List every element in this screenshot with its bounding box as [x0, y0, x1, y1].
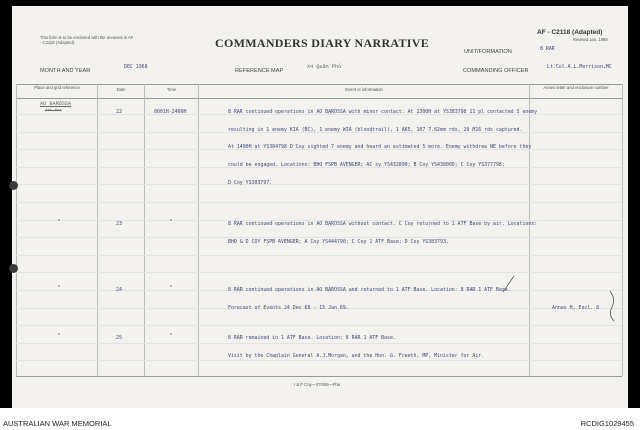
month-year-label: MONTH AND YEAR — [40, 68, 91, 74]
column-rule — [622, 84, 623, 376]
ruled-line — [16, 184, 622, 185]
column-header-event: Event or information — [345, 87, 383, 92]
punch-hole — [9, 181, 18, 190]
entry-25-line-1: 8 RAR remained in 1 ATF Base. Location: 8 RAR 1 ATF Base. — [228, 335, 396, 341]
entry-25-line-2: Visit by the Chaplain General A.J.Morgan, and the Hon. G. Freeth, MP, Minister for Air. — [228, 353, 485, 359]
enclosure-note: This form is to be enclosed with the annexes in AF - C2119 (Adapted). — [40, 35, 134, 45]
entry-24-line-2: Forecast of Events 24 Dec 68 - 15 Jan 69. — [228, 305, 349, 311]
form-title: COMMANDERS DIARY NARRATIVE — [215, 36, 430, 50]
printer-line: I & P Coy—370/65—Fha — [294, 382, 341, 387]
month-year-value: DEC 1968 — [124, 64, 148, 70]
entry-25-place: " — [58, 334, 61, 340]
entry-23-time: " — [170, 220, 173, 226]
archive-name: AUSTRALIAN WAR MEMORIAL — [3, 419, 112, 428]
table-header-rule — [16, 98, 622, 99]
commanding-officer-label: COMMANDING OFFICER — [463, 68, 529, 74]
column-rule — [198, 84, 199, 376]
entry-24-annex: Annex H, Encl. 8 — [552, 305, 600, 311]
entry-22-place: AO BAROSSA — [40, 101, 72, 107]
entry-25-time: " — [170, 334, 173, 340]
entry-23-line-2: BHQ & D COY FSPB AVENGER; A Coy YS444790; C Coy 1 ATF Base; D Coy YS383793. — [228, 239, 449, 245]
entry-22-date: 22 — [116, 109, 122, 115]
entry-24-place: " — [58, 286, 61, 292]
entry-22-line-5: D Coy YS383797. — [228, 180, 273, 186]
entry-23-date: 23 — [116, 221, 122, 227]
entry-23-place: " — [58, 220, 61, 226]
annex-bracket-annotation — [606, 289, 620, 323]
ruled-line — [16, 202, 622, 203]
diary-page — [12, 6, 628, 408]
entry-22-line-4: could be engaged. Locations: BHQ FSPB AVENGER; AC sy YS432890; B Coy YS438000; C Coy YS377798; — [228, 162, 505, 168]
unit-formation-label: UNIT/FORMATION — [464, 49, 512, 55]
entry-24-line-1: 8 RAR continued operations in AO BAROSSA and returned to 1 ATF Base. Location: 8 RAR 1 ATF Base. — [228, 287, 511, 293]
entry-22-line-2: resulting in 1 enemy KIA (BC), 1 enemy WIA (bloodtrail), 1 AK5, 107 7.62mm rds, 20 M16 rds captured. — [228, 127, 523, 133]
ruled-line — [16, 255, 622, 256]
column-header-time: Time — [166, 87, 177, 92]
entry-24-time: " — [170, 286, 173, 292]
table-bottom-rule — [16, 376, 622, 377]
entry-25-date: 25 — [116, 335, 122, 341]
ruled-line — [16, 325, 622, 326]
revised-date: Revised Jan, 1968 — [573, 37, 608, 42]
column-rule — [144, 84, 145, 376]
entry-22-line-3: At 1400H at YS384798 D Coy sighted 7 enemy and heard an estimated 5 more. Enemy withdrew NE before they — [228, 144, 532, 150]
entry-24-date: 24 — [116, 287, 122, 293]
reference-map-value: X4 Quân Phủ — [307, 64, 342, 70]
entry-23-line-1: 8 RAR continued operations in AO BAROSSA without contact. C Coy returned to 1 ATF Base by air. Locations: — [228, 221, 538, 227]
entry-22-line-1: 8 RAR continued operations in AO BAROSSA with minor contact. At 1300H at YS383798 11 pl contacted 3 enemy — [228, 109, 538, 115]
commanding-officer-value: Lt.Col.A.L.Morrison,MC — [547, 64, 612, 70]
column-header-place: Place and grid reference — [34, 85, 80, 90]
tick-mark-annotation — [500, 272, 526, 298]
archive-footer — [0, 408, 640, 430]
column-rule — [16, 84, 17, 376]
column-header-date: Date — [116, 87, 126, 92]
column-header-annex: Annex letter and enclosure number — [543, 85, 609, 90]
entry-22-place-sub: Aft Sst — [45, 109, 62, 113]
punch-hole — [9, 264, 18, 273]
unit-formation-value: 8 RAR — [540, 46, 555, 52]
entry-22-time: 0001H-2400H — [154, 109, 187, 115]
archive-reference: RCDIG1029455 — [580, 419, 634, 428]
form-number: AF - C2118 (Adapted) — [537, 29, 603, 36]
column-rule — [97, 84, 98, 376]
ruled-line — [16, 272, 622, 273]
reference-map-label: REFERENCE MAP — [235, 68, 284, 74]
